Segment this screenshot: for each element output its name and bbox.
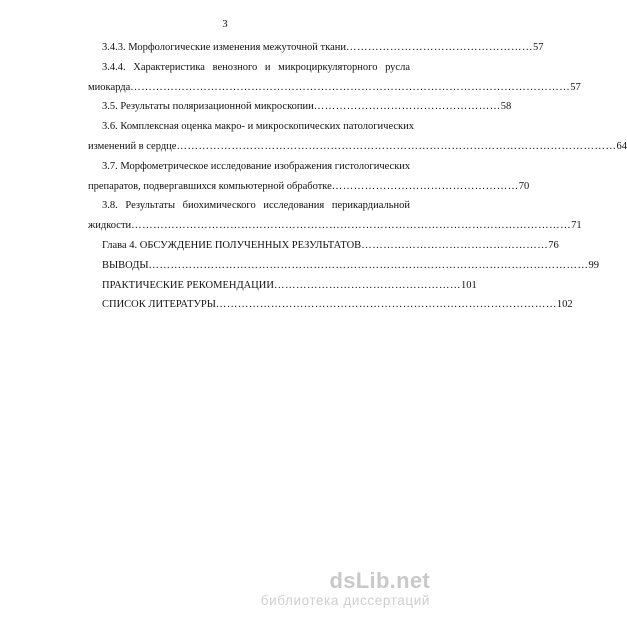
toc-entry-page: 76 [548,239,559,251]
toc-entry-literature [88,295,573,315]
toc-entry-3-8-line2 [88,216,582,236]
toc-entry-page: 57 [532,42,544,53]
toc-leader-dots: …………………………………………… [273,279,461,291]
page-number: 3 [222,19,228,30]
watermark [261,569,430,609]
watermark-logo: dsLib.net [329,568,430,593]
toc-entry-page: 57 [570,81,581,93]
toc-entry-3-8-line1: 3.8. Результаты биохимического исследования перикардиальной [102,200,410,212]
toc-entry-page: 102 [556,299,573,311]
toc-entry-page: 99 [588,259,600,271]
toc-entry-3-6-line1: 3.6. Комплексная оценка макро- и микроскопических патологических [102,121,415,133]
toc-leader-dots: …………………………………………… [361,239,549,251]
toc-leader-dots: …………………………………………… [331,180,519,192]
toc-leader-dots: ………………………………………………………………………………………………………… [130,81,571,93]
toc-entry-page: 71 [571,220,582,232]
toc-leader-dots: ………………………………………………………………………………………………………… [148,259,589,271]
toc-entry-text: миокарда [88,81,131,93]
toc-entry-text: Глава 4. ОБСУЖДЕНИЕ ПОЛУЧЕННЫХ РЕЗУЛЬТАТОВ [102,239,362,251]
toc-entry-3-4-4-line1: 3.4.4. Характеристика венозного и микроциркуляторного русла [102,61,410,73]
toc-entry-page: 70 [518,180,530,192]
toc-leader-dots: ………………………………………………………………………………………………………… [131,220,572,232]
toc-entry-page: 101 [460,279,477,291]
toc-entry-3-7-line2 [88,177,530,197]
toc-entry-text: ВЫВОДЫ [102,259,149,271]
toc-entry-recommendations [88,276,477,296]
toc-leader-dots: ………………………………………………………………………………………………………… [176,140,617,152]
toc-entry-3-4-4-line2 [88,78,581,98]
toc-leader-dots: …………………………………………… [345,42,533,53]
toc-entry-3-4-3 [88,38,544,58]
toc-entry-text: 3.4.3. Морфологические изменения межуточной ткани [102,42,346,53]
watermark-tagline: библиотека диссертаций [260,593,430,608]
toc-entry-text: жидкости [88,220,132,232]
toc-entry-text: 3.5. Результаты поляризационной микроскопии [102,101,314,113]
toc-entry-text: ПРАКТИЧЕСКИЕ РЕКОМЕНДАЦИИ [102,279,274,291]
toc-entry-conclusions [88,256,600,276]
toc-entry-page: 64 [616,140,627,152]
table-of-contents [88,38,627,315]
toc-entry-3-5 [88,97,512,117]
toc-leader-dots: …………………………………………… [313,101,501,113]
toc-entry-text: изменений в сердце [88,140,177,152]
toc-entry-3-6-line2 [88,137,627,157]
toc-entry-3-7-line1: 3.7. Морфометрическое исследование изображения гистологических [102,160,411,172]
toc-entry-text: препаратов, подвергавшихся компьютерной обработке [88,180,332,192]
toc-entry-page: 58 [500,101,512,113]
toc-entry-chapter-4 [88,236,559,256]
toc-leader-dots: ………………………………………………………………………………… [215,299,557,311]
toc-entry-text: СПИСОК ЛИТЕРАТУРЫ [102,299,216,311]
